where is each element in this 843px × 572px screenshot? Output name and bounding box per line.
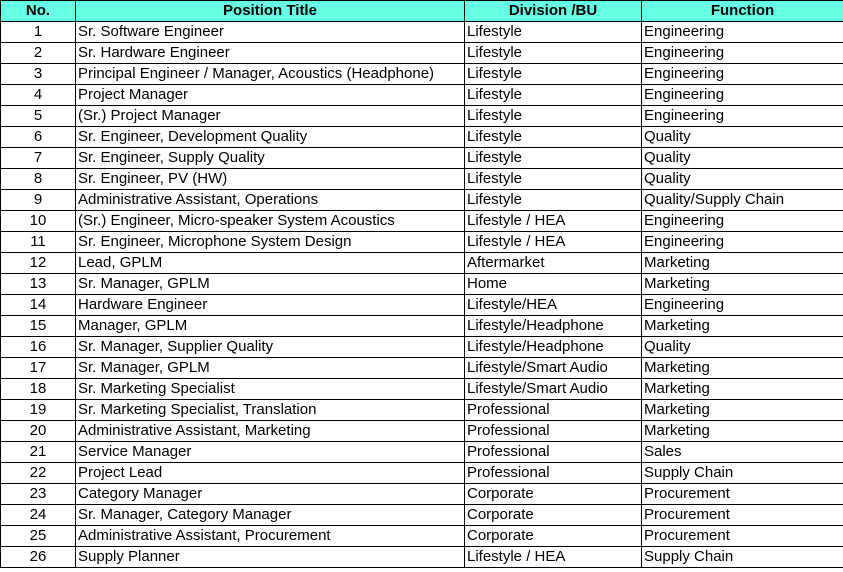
header-position-title: Position Title: [76, 1, 465, 22]
cell-function: Engineering: [642, 106, 843, 127]
cell-position-title: Sr. Marketing Specialist, Translation: [76, 400, 465, 421]
cell-function: Engineering: [642, 85, 843, 106]
cell-division: Professional: [465, 421, 642, 442]
table-row: [1, 127, 843, 148]
table-row: [1, 463, 843, 484]
table-row: [1, 400, 843, 421]
cell-division: Lifestyle: [465, 64, 642, 85]
cell-no: 25: [1, 526, 76, 547]
cell-division: Lifestyle / HEA: [465, 211, 642, 232]
table-row: [1, 484, 843, 505]
cell-division: Professional: [465, 400, 642, 421]
cell-function: Marketing: [642, 253, 843, 274]
table-row: [1, 526, 843, 547]
table-row: [1, 274, 843, 295]
cell-no: 1: [1, 22, 76, 43]
cell-position-title: Sr. Hardware Engineer: [76, 43, 465, 64]
cell-position-title: Sr. Manager, Supplier Quality: [76, 337, 465, 358]
header-division: Division /BU: [465, 1, 642, 22]
cell-division: Lifestyle: [465, 43, 642, 64]
cell-no: 7: [1, 148, 76, 169]
table-row: [1, 358, 843, 379]
cell-function: Engineering: [642, 232, 843, 253]
cell-division: Lifestyle: [465, 127, 642, 148]
cell-function: Marketing: [642, 358, 843, 379]
table-row: [1, 505, 843, 526]
cell-position-title: Sr. Manager, Category Manager: [76, 505, 465, 526]
cell-position-title: Sr. Engineer, Development Quality: [76, 127, 465, 148]
cell-division: Professional: [465, 463, 642, 484]
cell-no: 26: [1, 547, 76, 568]
cell-position-title: (Sr.) Project Manager: [76, 106, 465, 127]
cell-position-title: Sr. Engineer, Microphone System Design: [76, 232, 465, 253]
table-row: [1, 190, 843, 211]
cell-position-title: Sr. Engineer, Supply Quality: [76, 148, 465, 169]
table-row: [1, 64, 843, 85]
cell-no: 6: [1, 127, 76, 148]
cell-no: 10: [1, 211, 76, 232]
table-row: [1, 295, 843, 316]
cell-division: Lifestyle/HEA: [465, 295, 642, 316]
table-row: [1, 253, 843, 274]
cell-position-title: Principal Engineer / Manager, Acoustics (Headphone): [76, 64, 465, 85]
cell-no: 14: [1, 295, 76, 316]
cell-function: Quality: [642, 148, 843, 169]
table-row: [1, 232, 843, 253]
cell-position-title: Sr. Manager, GPLM: [76, 358, 465, 379]
cell-position-title: Administrative Assistant, Marketing: [76, 421, 465, 442]
cell-division: Lifestyle: [465, 169, 642, 190]
cell-division: Corporate: [465, 526, 642, 547]
cell-division: Lifestyle: [465, 22, 642, 43]
cell-no: 20: [1, 421, 76, 442]
cell-division: Aftermarket: [465, 253, 642, 274]
table-row: [1, 379, 843, 400]
cell-function: Engineering: [642, 22, 843, 43]
table-row: [1, 442, 843, 463]
table-row: [1, 316, 843, 337]
cell-position-title: Administrative Assistant, Operations: [76, 190, 465, 211]
cell-position-title: Service Manager: [76, 442, 465, 463]
cell-function: Quality: [642, 127, 843, 148]
cell-division: Lifestyle: [465, 190, 642, 211]
cell-no: 18: [1, 379, 76, 400]
cell-function: Engineering: [642, 295, 843, 316]
cell-no: 3: [1, 64, 76, 85]
cell-no: 16: [1, 337, 76, 358]
cell-function: Engineering: [642, 211, 843, 232]
cell-no: 9: [1, 190, 76, 211]
header-function: Function: [642, 1, 843, 22]
cell-function: Procurement: [642, 484, 843, 505]
cell-no: 24: [1, 505, 76, 526]
header-row: [1, 1, 843, 22]
cell-position-title: Sr. Engineer, PV (HW): [76, 169, 465, 190]
cell-position-title: Manager, GPLM: [76, 316, 465, 337]
cell-division: Professional: [465, 442, 642, 463]
cell-function: Marketing: [642, 274, 843, 295]
cell-position-title: Lead, GPLM: [76, 253, 465, 274]
cell-no: 5: [1, 106, 76, 127]
cell-division: Lifestyle: [465, 148, 642, 169]
cell-no: 11: [1, 232, 76, 253]
table-row: [1, 169, 843, 190]
cell-division: Lifestyle/Headphone: [465, 337, 642, 358]
cell-position-title: Category Manager: [76, 484, 465, 505]
cell-function: Quality: [642, 337, 843, 358]
cell-function: Supply Chain: [642, 463, 843, 484]
cell-function: Supply Chain: [642, 547, 843, 568]
cell-position-title: (Sr.) Engineer, Micro-speaker System Acoustics: [76, 211, 465, 232]
cell-function: Marketing: [642, 400, 843, 421]
cell-division: Home: [465, 274, 642, 295]
cell-no: 21: [1, 442, 76, 463]
cell-position-title: Sr. Manager, GPLM: [76, 274, 465, 295]
header-no: No.: [1, 1, 76, 22]
cell-division: Corporate: [465, 484, 642, 505]
table-row: [1, 22, 843, 43]
cell-function: Engineering: [642, 43, 843, 64]
cell-position-title: Hardware Engineer: [76, 295, 465, 316]
table-row: [1, 211, 843, 232]
cell-no: 2: [1, 43, 76, 64]
table-row: [1, 43, 843, 64]
cell-function: Procurement: [642, 526, 843, 547]
cell-division: Lifestyle: [465, 106, 642, 127]
cell-division: Lifestyle / HEA: [465, 547, 642, 568]
cell-no: 13: [1, 274, 76, 295]
cell-division: Corporate: [465, 505, 642, 526]
cell-position-title: Sr. Software Engineer: [76, 22, 465, 43]
table-row: [1, 148, 843, 169]
cell-division: Lifestyle/Headphone: [465, 316, 642, 337]
cell-position-title: Supply Planner: [76, 547, 465, 568]
cell-function: Engineering: [642, 64, 843, 85]
cell-no: 22: [1, 463, 76, 484]
cell-division: Lifestyle/Smart Audio: [465, 358, 642, 379]
cell-division: Lifestyle / HEA: [465, 232, 642, 253]
cell-no: 8: [1, 169, 76, 190]
cell-no: 12: [1, 253, 76, 274]
cell-position-title: Project Manager: [76, 85, 465, 106]
cell-function: Procurement: [642, 505, 843, 526]
cell-function: Quality/Supply Chain: [642, 190, 843, 211]
cell-no: 23: [1, 484, 76, 505]
cell-no: 15: [1, 316, 76, 337]
cell-no: 17: [1, 358, 76, 379]
table-row: [1, 421, 843, 442]
cell-function: Sales: [642, 442, 843, 463]
table-row: [1, 547, 843, 568]
cell-no: 4: [1, 85, 76, 106]
cell-position-title: Sr. Marketing Specialist: [76, 379, 465, 400]
cell-function: Marketing: [642, 379, 843, 400]
cell-position-title: Project Lead: [76, 463, 465, 484]
table-row: [1, 106, 843, 127]
table-row: [1, 85, 843, 106]
cell-no: 19: [1, 400, 76, 421]
cell-division: Lifestyle/Smart Audio: [465, 379, 642, 400]
cell-function: Quality: [642, 169, 843, 190]
table-body: [1, 22, 843, 568]
cell-position-title: Administrative Assistant, Procurement: [76, 526, 465, 547]
cell-function: Marketing: [642, 316, 843, 337]
cell-function: Marketing: [642, 421, 843, 442]
table-row: [1, 337, 843, 358]
cell-division: Lifestyle: [465, 85, 642, 106]
